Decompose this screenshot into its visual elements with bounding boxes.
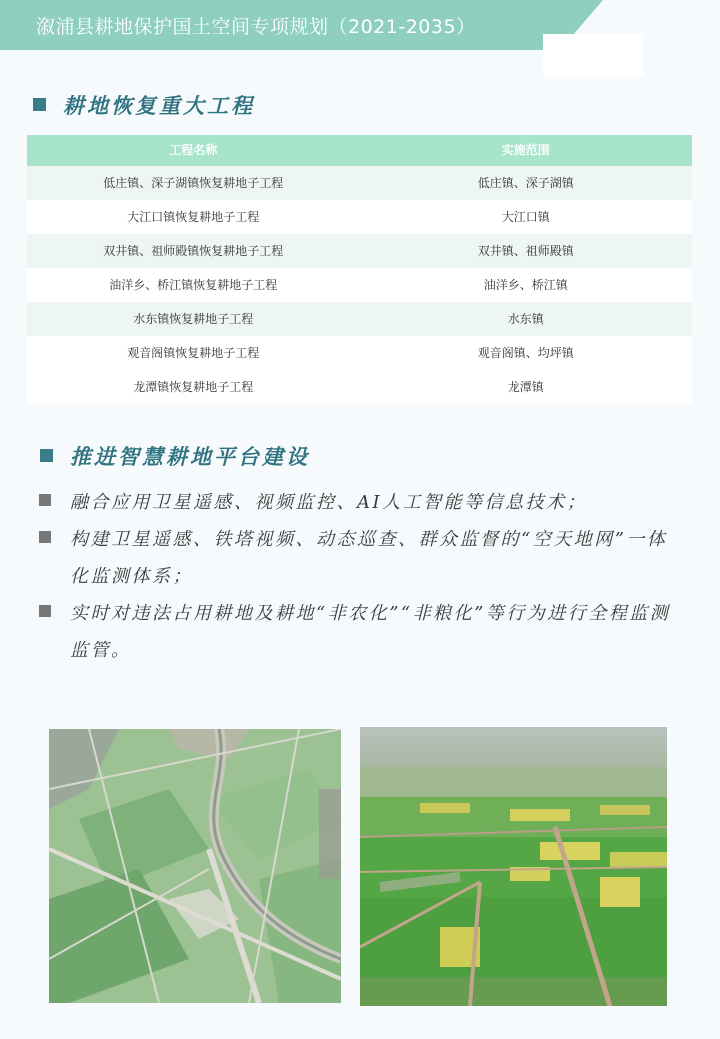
square-bullet-icon: [40, 449, 53, 462]
aerial-farmland-fields-photo: [360, 727, 667, 1006]
cell-project: 低庄镇、深子湖镇恢复耕地子工程: [103, 176, 284, 190]
table-row: [27, 302, 692, 336]
list-item: [38, 484, 678, 521]
cell-scope: 龙潭镇: [507, 380, 544, 394]
column-header-project: 工程名称: [169, 143, 218, 157]
bullet-list: [38, 484, 678, 669]
page-title: 溆浦县耕地保护国土空间专项规划（2021-2035）: [36, 16, 476, 38]
cell-project: 双井镇、祖师殿镇恢复耕地子工程: [103, 244, 284, 258]
cell-project: 油洋乡、桥江镇恢复耕地子工程: [109, 278, 278, 292]
aerial-farmland-canal-photo: [49, 729, 341, 1003]
list-item-text: 实时对违法占用耕地及耕地“非农化”“非粮化”等行为进行全程监测监管。: [70, 603, 671, 661]
section-title: 耕地恢复重大工程: [63, 93, 255, 118]
table-row: [27, 200, 692, 234]
cell-scope: 双井镇、祖师殿镇: [477, 244, 574, 258]
cell-scope: 水东镇: [507, 312, 544, 326]
square-bullet-icon: [39, 494, 51, 506]
list-item-text: 融合应用卫星遥感、视频监控、AI人工智能等信息技术；: [70, 492, 588, 513]
cell-project: 大江口镇恢复耕地子工程: [127, 210, 260, 224]
square-bullet-icon: [39, 605, 51, 617]
project-table: [27, 135, 692, 404]
cell-project: 水东镇恢复耕地子工程: [133, 312, 254, 326]
table-row: [27, 268, 692, 302]
table-row: [27, 336, 692, 370]
table-row: [27, 234, 692, 268]
list-item: [38, 595, 678, 669]
cell-scope: 油洋乡、桥江镇: [483, 278, 568, 292]
square-bullet-icon: [39, 531, 51, 543]
table-header: [27, 135, 692, 166]
list-item-text: 构建卫星遥感、铁塔视频、动态巡查、群众监督的“空天地网”一体化监测体系；: [70, 529, 668, 587]
column-header-scope: 实施范围: [501, 143, 550, 157]
cell-scope: 低庄镇、深子湖镇: [477, 176, 574, 190]
table-row: [27, 370, 692, 404]
table-row: [27, 166, 692, 200]
list-item: [38, 521, 678, 595]
cell-project: 观音阁镇恢复耕地子工程: [127, 346, 260, 360]
cell-project: 龙潭镇恢复耕地子工程: [133, 380, 254, 394]
section-title: 推进智慧耕地平台建设: [70, 444, 310, 469]
cell-scope: 观音阁镇、均坪镇: [477, 346, 574, 360]
decorative-block: [543, 34, 643, 77]
cell-scope: 大江口镇: [501, 210, 550, 224]
square-bullet-icon: [33, 98, 46, 111]
